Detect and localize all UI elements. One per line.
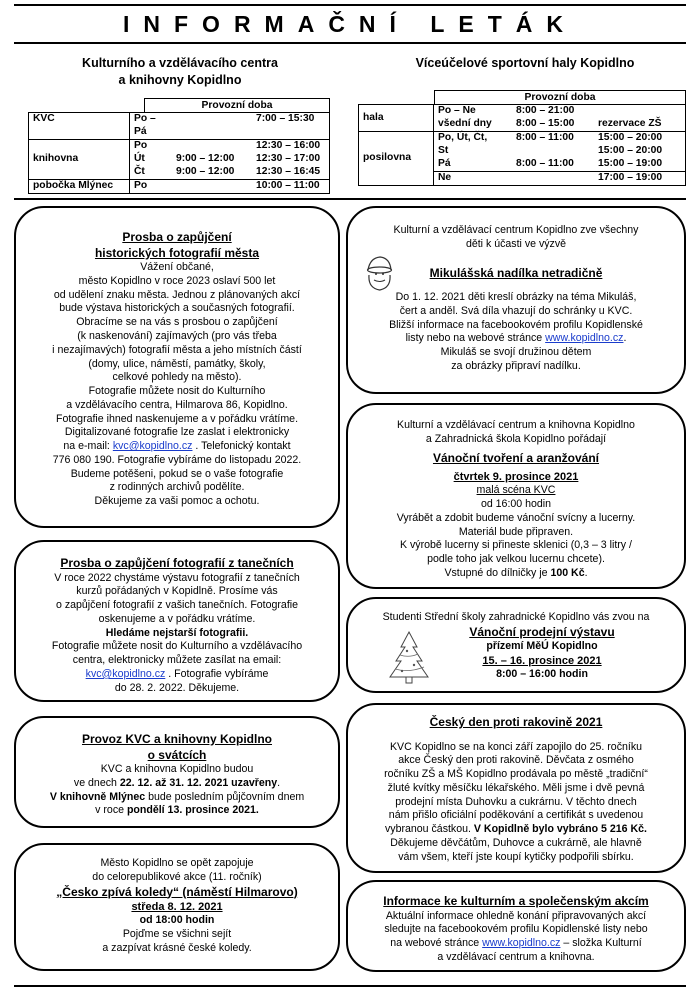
top-rule [14, 4, 686, 6]
title-rule [14, 42, 686, 44]
kvc-table-caption: Provozní doba [144, 98, 330, 112]
christmas-tree-icon [386, 629, 432, 690]
carols-box: Město Kopidlno se opět zapojuje do celorepublikové akce (11. ročník) „Česko zpívá koledy“ (náměstí Hilmarovo) středa 8. 12. 2021 od 18:00 hodin Pojďme se všichni sejít a zazpívat krásné české koledy. [14, 843, 340, 971]
table-row: Po 12:30 – 16:00 [29, 140, 330, 153]
hall-hours-table [358, 90, 686, 186]
christmas-craft-box: Kulturní a vzdělávací centrum a knihovna Kopidlno a Zahradnická škola Kopidlno pořádají Vánoční tvoření a aranžování čtvrtek 9. prosince 2021 malá scéna KVC od 16:00 hodin Vyrábět a zdobit budeme vánoční svícny a lucerny. Materiál bude připraven. K výrobě lucerny si přineste sklenici (0,3 – 3 litry / podle toho jak velkou lucernu chcete). Vstupné do dílničky je 100 Kč. [346, 403, 686, 589]
bottom-rule [14, 985, 686, 987]
table-row: hala Po – Ne 8:00 – 21:00 [359, 105, 686, 118]
email-link[interactable]: kvc@kopidlno.cz [85, 667, 166, 680]
santa-icon [360, 254, 398, 297]
sales-exhibition-box: Studenti Střední školy zahradnické Kopidlno vás zvou na Vánoční prodejní výstavu přízemí MěÚ Kopidlno 15. – 16. prosince 2021 8:00 – 16:00 hodin [346, 597, 686, 693]
dance-photos-box: Prosba o zapůjčení fotografií z tanečních V roce 2022 chystáme výstavu fotografií z tanečních kurzů pořádaných v Kopidlně. Prosíme vás o zapůjčení fotografií z vašich tanečních. Fotografie oskenujeme a v pořádku vrátíme. Hledáme nejstarší fotografii. Fotografie můžete nosit do Kulturního a vzdělávacího centra, elektronicky můžete zasílat na email: kvc@kopidlno.cz . Fotografie vybíráme do 28. 2. 2022. Děkujeme. [14, 540, 340, 702]
web-link[interactable]: www.kopidlno.cz [545, 332, 624, 345]
table-row: pobočka Mlýnec Po 10:00 – 11:00 [29, 179, 330, 193]
box1-lines: Vážení občané, město Kopidlno v roce 2023 oslaví 500 let od udělení znaku města. Jednou z plánovaných akcí bude výstava historických a současných fotografií. Obracíme se na vás s prosbou o zapůjčení (k naskenování) zajímavých (pro vás třeba i nezajímavých) fotografií města a jeho místních částí (domy, ulice, náměstí, památky, školy, celkové pohledy na město). Fotografie můžete nosit do Kulturního a vzdělávacího centra, Hilmarova 86, Kopidlno. Fotografie ihned naskenujeme a v pořádku vrátíme. Digitalizované fotografie lze zaslat i elektronicky na e-mail: kvc@kopidlno.cz . Telefonický kontakt 776 080 190. Fotografie vybíráme do listopadu 2022. Budeme potěšeni, pokud se o vaše fotografie z rodinných archivů podělíte. Děkujeme za vaši pomoc a ochotu. [52, 261, 302, 508]
hall-table-caption: Provozní doba [434, 90, 686, 104]
historical-photos-box: Prosba o zapůjčení historických fotografií města Vážení občané, město Kopidlno v roce 2023 oslaví 500 let od udělení znaku města. Jednou z plánovaných akcí bude výstava historických a současných fotografií. Obracíme se na vás s prosbou o zapůjčení (k naskenování) zajímavých (pro vás třeba i nezajímavých) fotografií města a jeho místních částí (domy, ulice, náměstí, památky, školy, celkové pohledy na město). Fotografie můžete nosit do Kulturního a vzdělávacího centra, Hilmarova 86, Kopidlno. Fotografie ihned naskenujeme a v pořádku vrátíme. Digitalizované fotografie lze zaslat i elektronicky na e-mail: kvc@kopidlno.cz . Telefonický kontakt 776 080 190. Fotografie vybíráme do listopadu 2022. Budeme potěšeni, pokud se o vaše fotografie z rodinných archivů podělíte. Děkujeme za vaši pomoc a ochotu. [14, 206, 340, 528]
table-row: Čt 9:00 – 12:00 12:30 – 16:45 [29, 166, 330, 179]
table-row: posilovna Po, Út, Čt, 8:00 – 11:00 15:00 – 20:00 [359, 132, 686, 145]
table-row: KVC Po – Pá 7:00 – 15:30 [29, 113, 330, 140]
mikulas-box: Kulturní a vzdělávací centrum Kopidlno zve všechny děti k účasti ve výzvě Mikulášská nadílka netradičně Do 1. 12. 2021 děti kreslí obrázky na téma Mikuláš, čert a anděl. Svá díla vhazují do schránky u KVC. Bližší informace na facebookovém profilu Kopidlenské listy nebo na webové stránce www.kopidlno.cz. Mikuláš se svojí družinou dětem za obrázky připraví nadílku. [346, 206, 686, 394]
table-row: St 15:00 – 20:00 [438, 144, 663, 156]
hall-header: Víceúčelové sportovní haly Kopidlno [415, 56, 635, 70]
table-row: knihovna Út 9:00 – 12:00 12:30 – 17:00 [29, 153, 330, 166]
cancer-day-box: Český den proti rakovině 2021 KVC Kopidlno se na konci září zapojilo do 25. ročníku akce Český den proti rakovině. Děvčata z osmého ročníku ZŠ a MŠ Kopidlno prodávala po městě „tradiční“ žluté kvítky měsíčku lékařského. Měli jsme i dvě pevná prodejní místa Duhovku a cukrárnu. V těchto dnech nám přišlo oficiální poděkování a certifikát s uvedenou vybranou částkou. V Kopidlně bylo vybráno 5 216 Kč. Děkujeme děvčátům, Duhovce a cukrárně, ale hlavně vám všem, kteří jste koupí kytičky podpořili sbírku. [346, 703, 686, 873]
kvc-header: Kulturního a vzdělávacího centra a knihovny Kopidlno [82, 56, 278, 87]
page-title: INFORMAČNÍ LETÁK [123, 11, 577, 37]
table-row: všední dny 8:00 – 15:00 rezervace ZŠ [359, 118, 686, 131]
table-row: Pá 8:00 – 11:00 15:00 – 19:00 [359, 158, 686, 171]
culture-info-box: Informace ke kulturním a společenským akcím Aktuální informace ohledně konání připravovaných akcí sledujte na facebookovém profilu Kopidlenské listy nebo na webové stránce www.kopidlno.cz – složka Kulturní a vzdělávací centrum a knihovna. [346, 880, 686, 972]
section-rule [14, 198, 686, 200]
email-link[interactable]: kvc@kopidlno.cz [112, 440, 193, 453]
kvc-hours-table [28, 98, 330, 194]
holiday-hours-box: Provoz KVC a knihovny Kopidlno o svátcích KVC a knihovna Kopidlno budou ve dnech 22. 12. až 31. 12. 2021 uzavřeny. V knihovně Mlýnec bude posledním půjčovním dnem v roce pondělí 13. prosince 2021. [14, 716, 340, 828]
table-row: Ne 17:00 – 19:00 [438, 171, 663, 183]
web-link[interactable]: www.kopidlno.cz [482, 937, 561, 950]
